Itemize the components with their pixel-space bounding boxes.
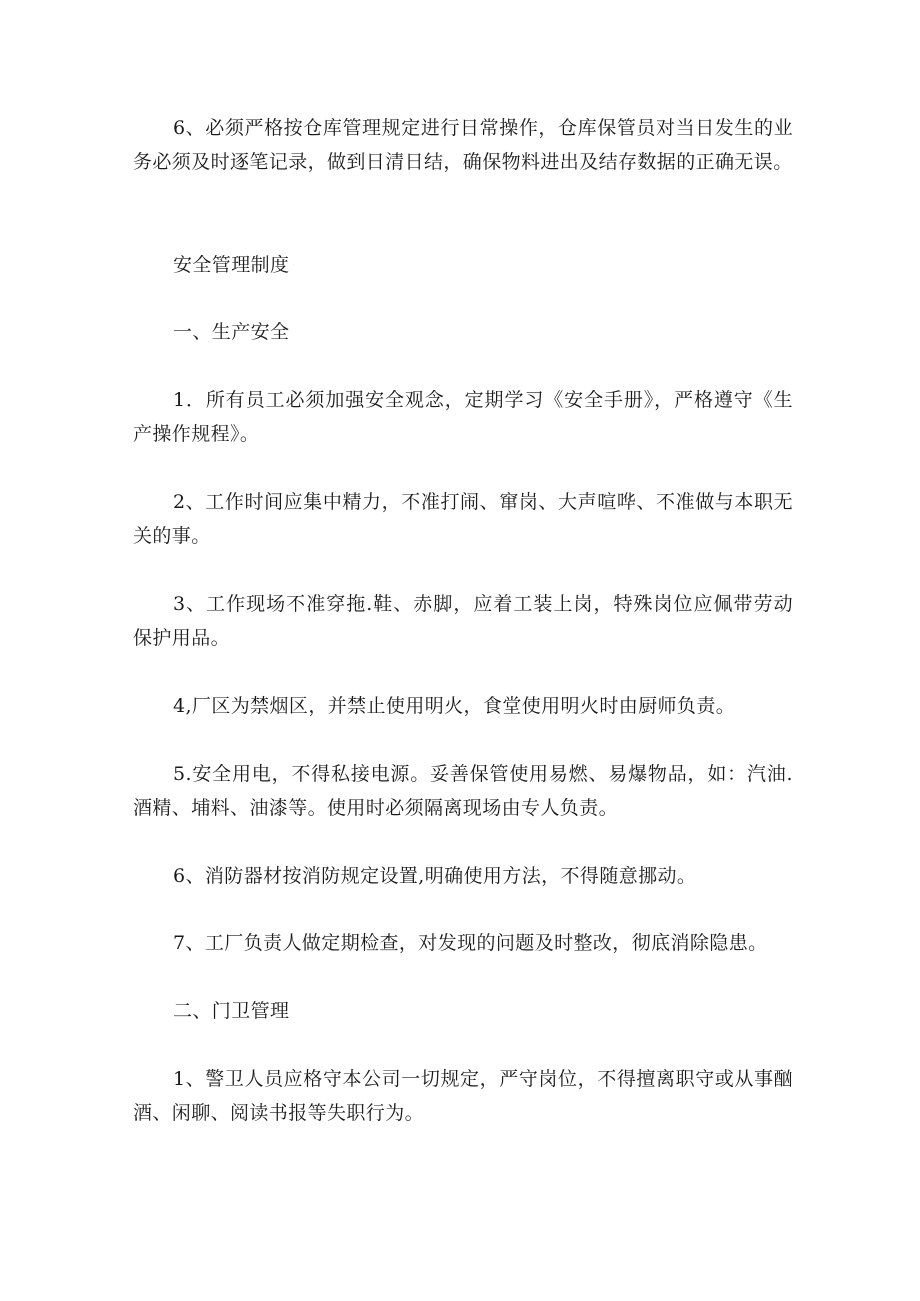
heading-safety-management-system: 安全管理制度 [173,254,290,276]
paragraph-safety-rule-7: 7、工厂负责人做定期检查，对发现的问题及时整改，彻底消除隐患。 [173,932,768,954]
heading-production-safety: 一、生产安全 [173,321,290,343]
paragraph-safety-rule-2: 2、工作时间应集中精力，不准打闹、窜岗、大声喧哗、不准做与本职无关的事。 [133,491,793,547]
paragraph-safety-rule-3: 3、工作现场不准穿拖.鞋、赤脚，应着工装上岗，特殊岗位应佩带劳动保护用品。 [133,593,793,649]
heading-gate-management: 二、门卫管理 [173,1000,290,1022]
paragraph-gate-rule-1: 1、警卫人员应格守本公司一切规定，严守岗位，不得擅离职守或从事酗酒、闲聊、阅读书报等失职行为。 [133,1068,793,1124]
paragraph-warehouse-rule-6: 6、必须严格按仓库管理规定进行日常操作，仓库保管员对当日发生的业务必须及时逐笔记录，做到日清日结，确保物料进出及结存数据的正确无误。 [133,117,793,173]
paragraph-safety-rule-5: 5.安全用电，不得私接电源。妥善保管使用易燃、易爆物品，如：汽油.酒精、埔料、油漆等。使用时必须隔离现场由专人负责。 [133,763,793,819]
paragraph-safety-rule-6: 6、消防器材按消防规定设置,明确使用方法，不得随意挪动。 [173,865,697,887]
paragraph-safety-rule-4: 4,厂区为禁烟区，并禁止使用明火，食堂使用明火时由厨师负责。 [173,695,736,717]
paragraph-safety-rule-1: 1．所有员工必须加强安全观念，定期学习《安全手册》，严格遵守《生产操作规程》。 [133,389,793,445]
